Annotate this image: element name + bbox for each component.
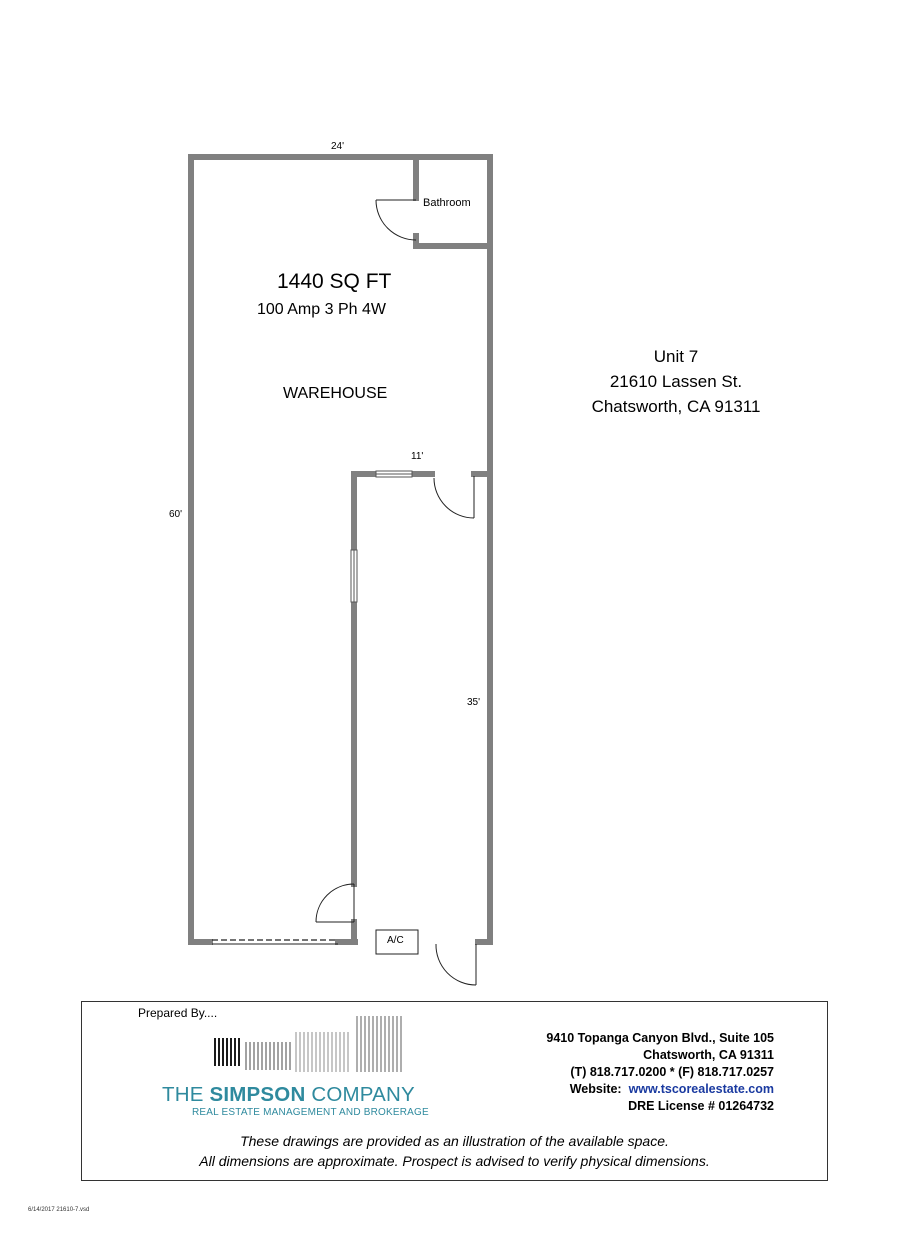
unit-number: Unit 7 bbox=[653, 347, 699, 366]
ac-label: A/C bbox=[387, 935, 404, 946]
company-name bbox=[162, 1083, 415, 1107]
website-link[interactable]: www.tscorealestate.com bbox=[628, 1082, 774, 1096]
office-phones: (T) 818.717.0200 * (F) 818.717.0257 bbox=[570, 1065, 774, 1079]
address-block bbox=[560, 344, 792, 419]
street-address: 21610 Lassen St. bbox=[609, 372, 743, 391]
company-name-bold: SIMPSON bbox=[209, 1083, 306, 1106]
company-name-first: THE bbox=[162, 1083, 210, 1106]
bathroom-label: Bathroom bbox=[423, 197, 471, 209]
disclaimer-line-2: All dimensions are approximate. Prospect is advised to verify physical dimensions. bbox=[199, 1153, 710, 1169]
power-label: 100 Amp 3 Ph 4W bbox=[257, 301, 386, 318]
file-stamp: 6/14/2017 21610-7.vsd bbox=[28, 1207, 90, 1213]
dim-left: 60' bbox=[169, 509, 183, 520]
room-label: WAREHOUSE bbox=[283, 385, 388, 402]
dim-inner-top: 11' bbox=[411, 451, 424, 462]
company-tagline: REAL ESTATE MANAGEMENT AND BROKERAGE bbox=[192, 1107, 429, 1118]
dim-top: 24' bbox=[331, 141, 345, 152]
office-lower-door bbox=[316, 884, 354, 922]
disclaimer-line-1: These drawings are provided as an illustration of the available space. bbox=[240, 1133, 669, 1149]
website-label: Website: bbox=[569, 1082, 622, 1096]
office-address: 9410 Topanga Canyon Blvd., Suite 105 bbox=[546, 1031, 774, 1045]
contact-block bbox=[480, 1030, 774, 1115]
office-door bbox=[434, 476, 474, 518]
area-label: 1440 SQ FT bbox=[277, 270, 392, 293]
company-logo-buildings bbox=[212, 1012, 407, 1077]
prepared-by: Prepared By.... bbox=[138, 1006, 218, 1020]
license-number: DRE License # 01264732 bbox=[628, 1099, 774, 1113]
company-name-last: COMPANY bbox=[305, 1083, 415, 1106]
disclaimer bbox=[81, 1131, 828, 1171]
bathroom-door bbox=[376, 200, 416, 240]
office-city: Chatsworth, CA 91311 bbox=[643, 1048, 774, 1062]
dim-inner-right: 35' bbox=[467, 697, 481, 708]
website-line bbox=[480, 1081, 774, 1098]
exterior-door bbox=[436, 944, 476, 985]
city-state-zip: Chatsworth, CA 91311 bbox=[591, 397, 761, 416]
